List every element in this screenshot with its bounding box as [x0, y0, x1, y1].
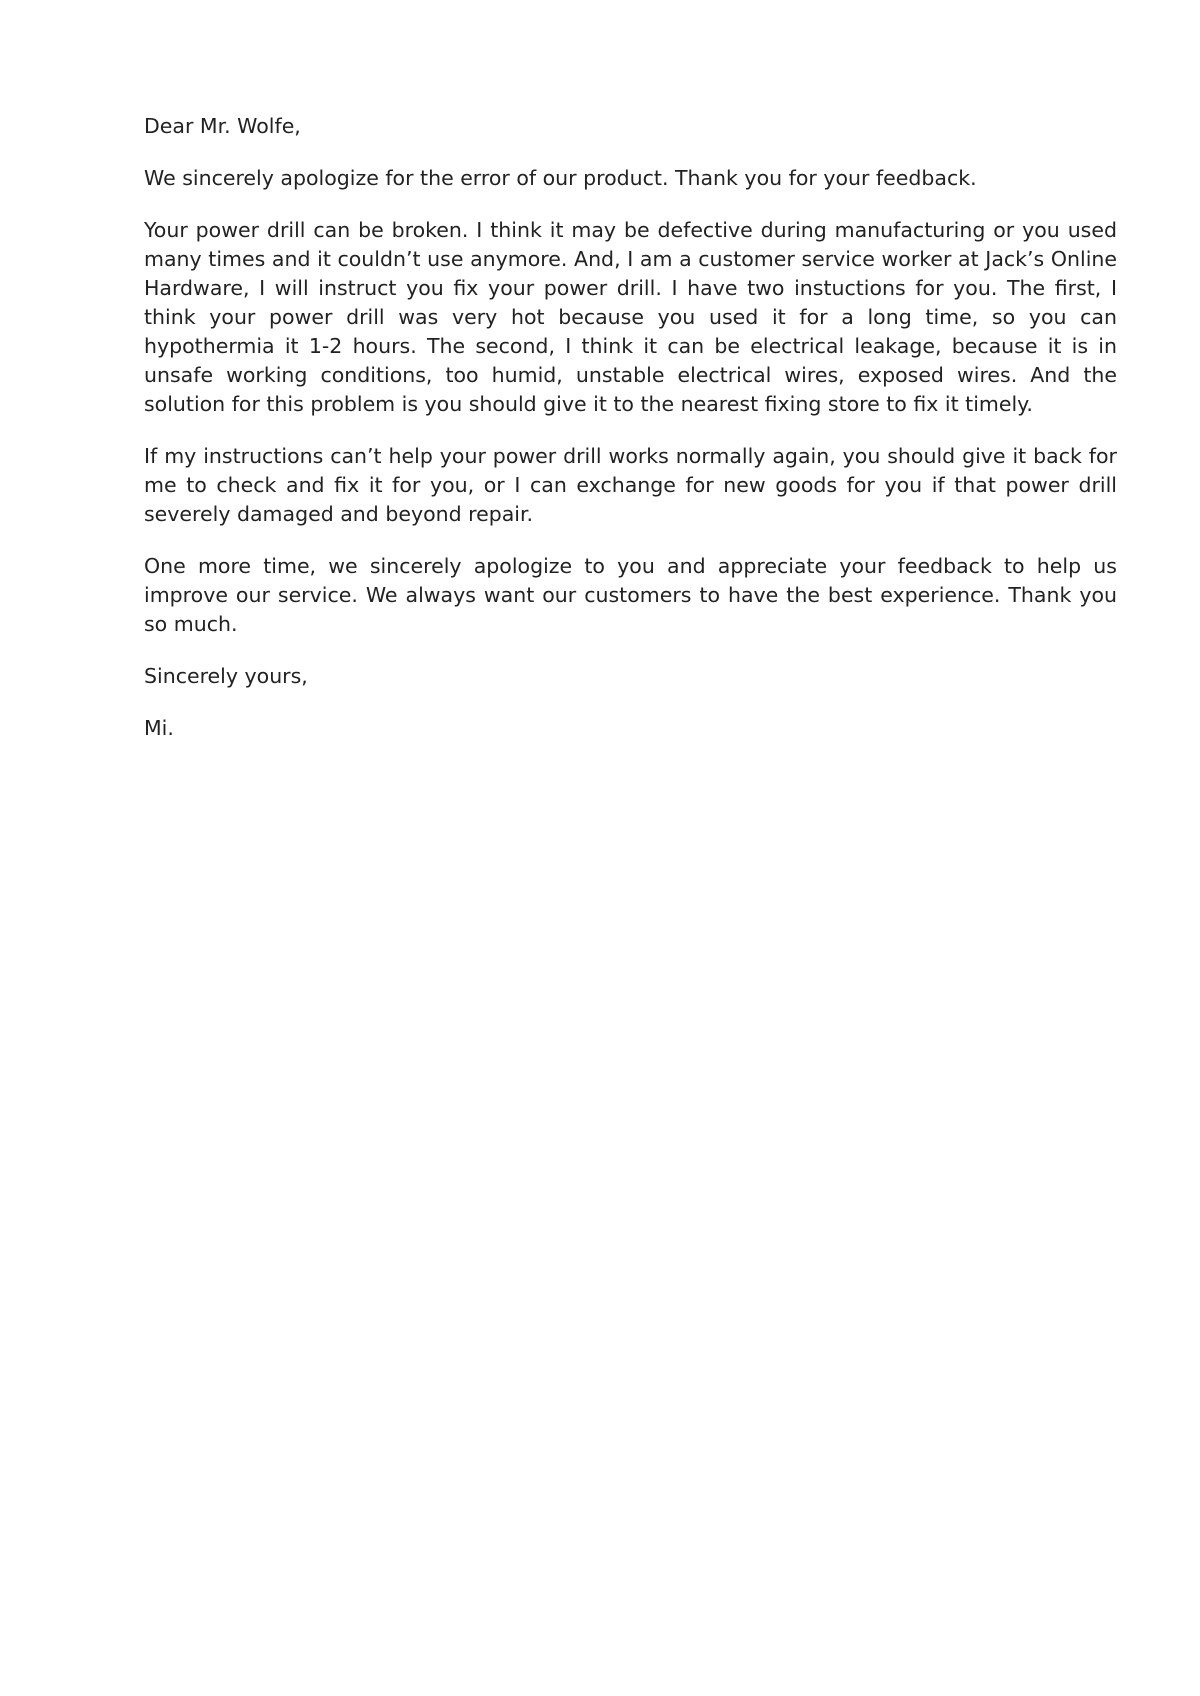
signature: Mi. [144, 716, 174, 740]
letter-body [144, 112, 1117, 766]
salutation: Dear Mr. Wolfe, [144, 114, 301, 138]
closing: Sincerely yours, [144, 664, 308, 688]
paragraph-closing-apology: One more time, we sincerely apologize to you and appreciate your feedback to help us improve our service. We always want our customers to have the best experience. Thank you so much. [144, 554, 1117, 636]
paragraph-apology: We sincerely apologize for the error of our product. Thank you for your feedback. [144, 166, 977, 190]
paragraph-diagnosis: Your power drill can be broken. I think it may be defective during manufacturing or you used many times and it couldn’t use anymore. And, I am a customer service worker at Jack’s Online Hardware, I will instruct you fix your power drill. I have two instuctions for you. The first, I think your power drill was very hot because you used it for a long time, so you can hypothermia it 1-2 hours. The second, I think it can be electrical leakage, because it is in unsafe working conditions, too humid, unstable electrical wires, exposed wires. And the solution for this problem is you should give it to the nearest fixing store to fix it timely. [144, 218, 1117, 416]
paragraph-return-offer: If my instructions can’t help your power drill works normally again, you should give it back for me to check and fix it for you, or I can exchange for new goods for you if that power drill severely damaged and beyond repair. [144, 444, 1117, 526]
